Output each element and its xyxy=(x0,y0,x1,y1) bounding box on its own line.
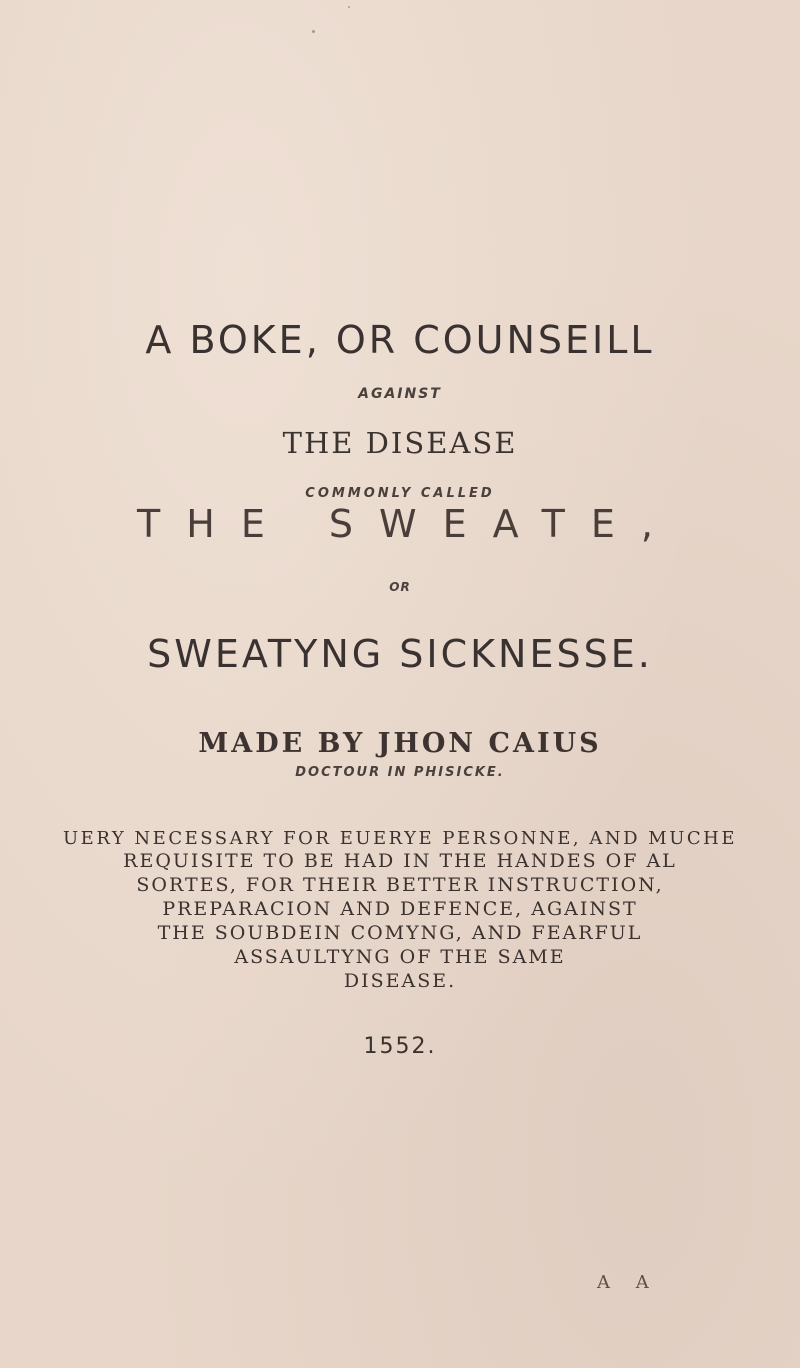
description-line: SORTES, FOR THEIR BETTER INSTRUCTION, xyxy=(136,874,664,896)
description-line: THE SOUBDEIN COMYNG, AND FEARFUL xyxy=(157,922,643,944)
description-line: UERY NECESSARY FOR EUERYE PERSONNE, AND MUCHE xyxy=(63,828,737,849)
description-line: PREPARACION AND DEFENCE, AGAINST xyxy=(162,898,638,920)
or-label: OR xyxy=(389,580,411,594)
paper-spot xyxy=(348,6,350,8)
signature-mark: A A xyxy=(597,1272,659,1293)
book-title: A BOKE, OR COUNSEILL xyxy=(145,318,655,362)
author-title: DOCTOUR IN PHISICKE. xyxy=(295,765,505,780)
description-line: REQUISITE TO BE HAD IN THE HANDES OF AL xyxy=(123,850,677,872)
commonly-called-label: COMMONLY CALLED xyxy=(305,486,495,501)
description-line: ASSAULTYNG OF THE SAME xyxy=(234,946,566,968)
author-line: MADE BY JHON CAIUS xyxy=(198,728,602,759)
publication-year: 1552. xyxy=(363,1034,437,1059)
paper-spot xyxy=(312,30,315,33)
description-line: DISEASE. xyxy=(343,970,457,992)
against-label: AGAINST xyxy=(358,386,442,402)
the-sweate-heading: THE SWEATE, xyxy=(137,502,679,546)
disease-heading: THE DISEASE xyxy=(282,426,518,460)
sickness-heading: SWEATYNG SICKNESSE. xyxy=(147,632,653,676)
